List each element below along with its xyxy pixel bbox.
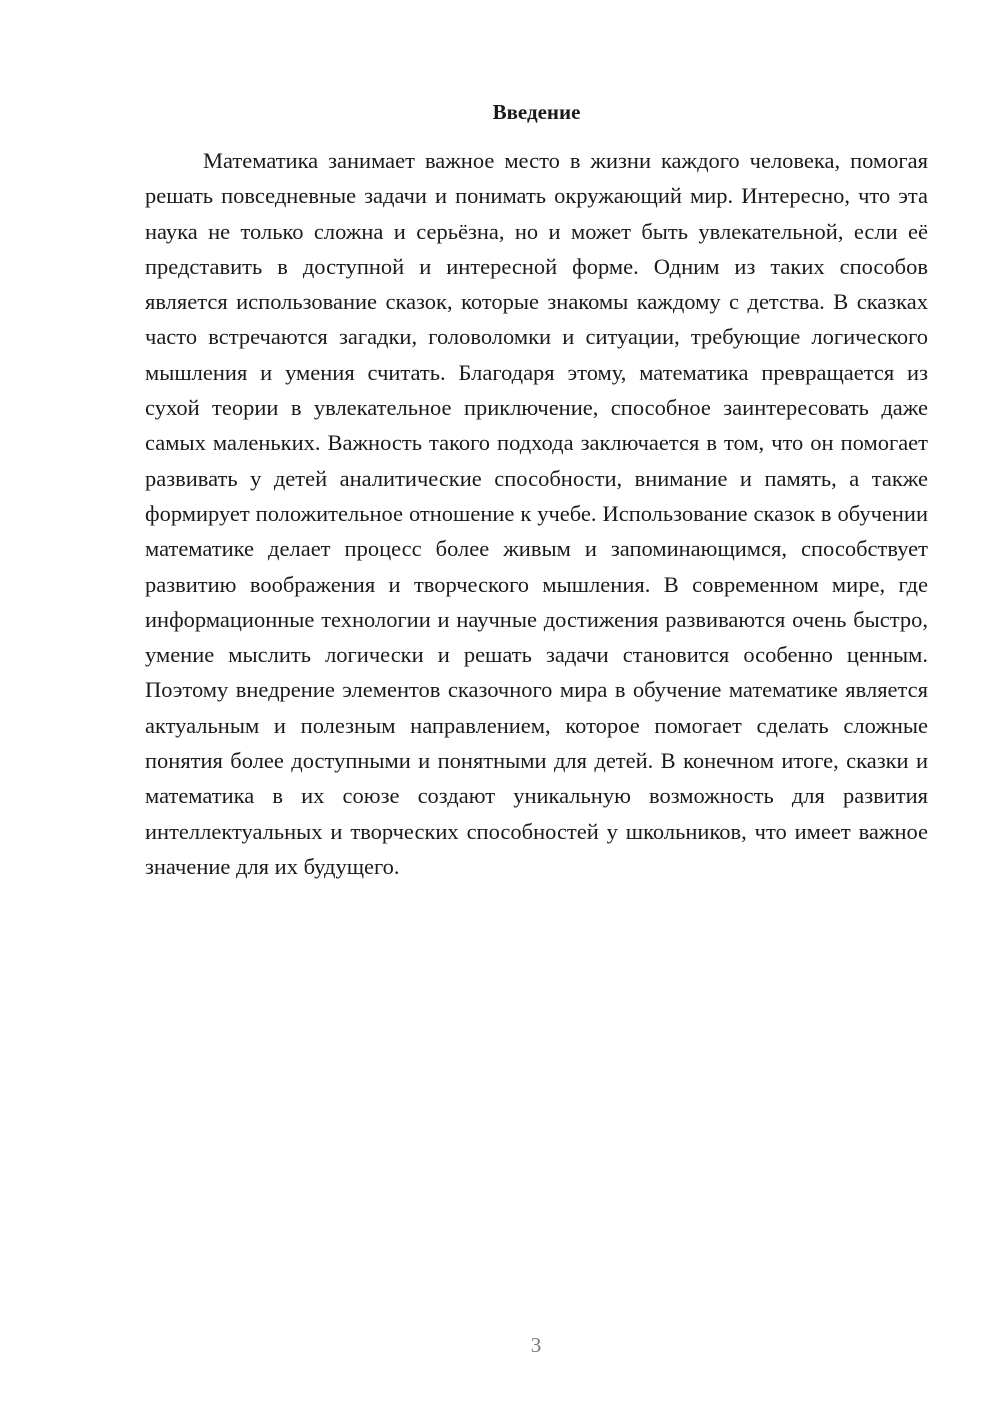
introduction-paragraph: Математика занимает важное место в жизни каждого человека, помогая решать повседневные задачи и понимать окружающий мир. Интересно, что эта наука не только сложна и серьёзна, но и может быть увлекательной, если её представить в доступной и интересной форме. Одним из таких способов является использование сказок, которые знакомы каждому с детства. В сказках часто встречаются загадки, головоломки и ситуации, требующие логического мышления и умения считать. Благодаря этому, математика превращается из сухой теории в увлекательное приключение, способное заинтересовать даже самых маленьких. Важность такого подхода заключается в том, что он помогает развивать у детей аналитические способности, внимание и память, а также формирует положительное отношение к учебе. Использование сказок в обучении математике делает процесс более живым и запоминающимся, способствует развитию воображения и творческого мышления. В современном мире, где информационные технологии и научные достижения развиваются очень быстро, умение мыслить логически и решать задачи становится особенно ценным. Поэтому внедрение элементов сказочного мира в обучение математике является актуальным и полезным направлением, которое помогает сделать сложные понятия более доступными и понятными для детей. В конечном итоге, сказки и математика в их союзе создают уникальную возможность для развития интеллектуальных и творческих способностей у школьников, что имеет важное значение для их будущего.	[145, 148, 928, 879]
page-number: 3	[530, 1333, 542, 1357]
section-heading: Введение	[492, 100, 581, 124]
